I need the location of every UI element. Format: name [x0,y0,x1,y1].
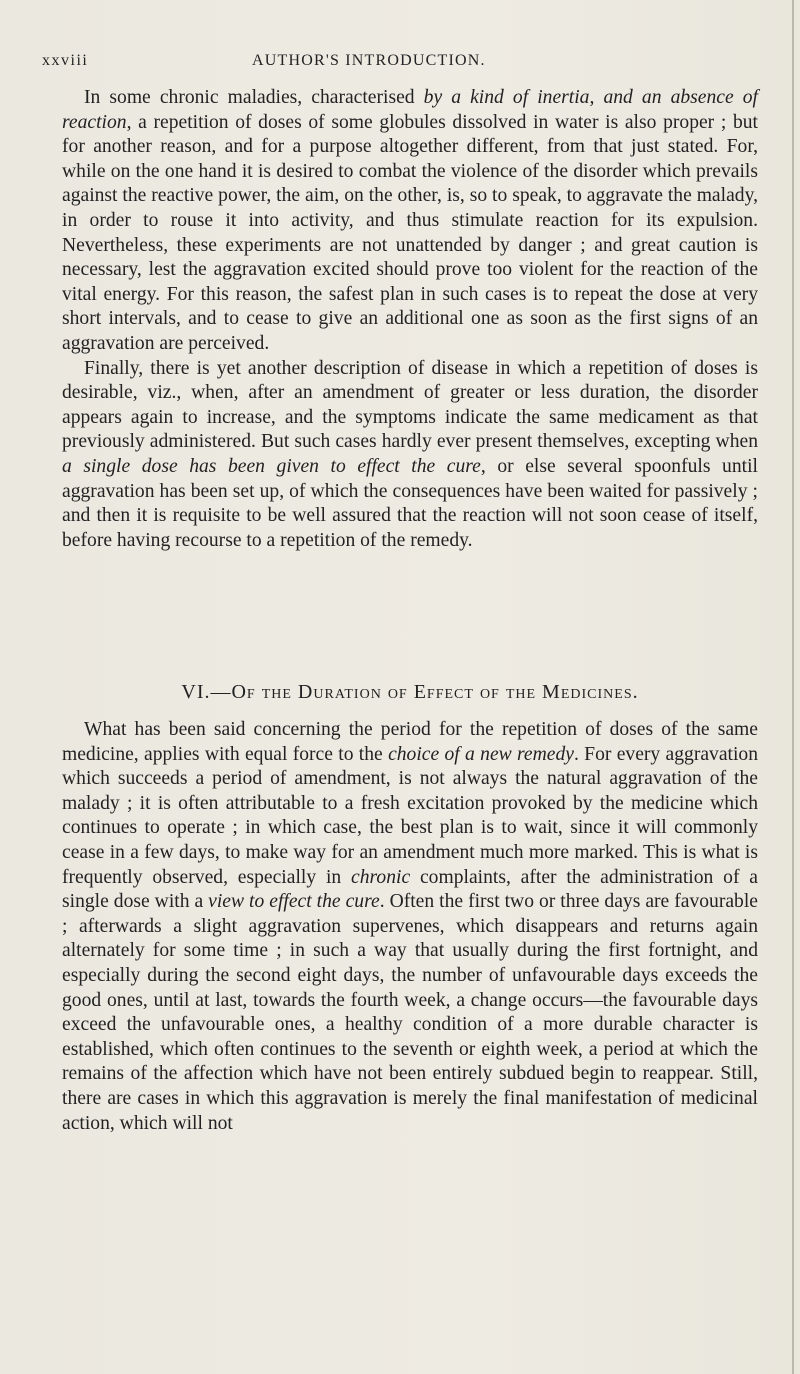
page-number: xxviii [42,52,89,69]
running-head [42,52,762,78]
italic-text: choice of a new remedy [388,743,574,765]
text-run: . For every aggravation which succeeds a period of amendment, is not always the natural aggravation of the malady ; it is often attributable to a fresh excitation provoked by the medicine which continues to operate ; in which case, the best plan is to wait, since it will commonly cease in a few days, to make way for an amendment much more marked. This is what is frequently observed, especially in [62,743,759,888]
text-run: Finally, there is yet another description of disease in which a repetition of doses is desirable, viz., when, after an amendment of greater or less duration, the disorder appears again to increase, and the symptoms indicate the same medicament as that previously administered. But such cases hardly ever present themselves, excepting when [62,357,758,453]
paragraph [62,718,758,1136]
italic-text: a single dose has been given to effect the cure [62,455,481,477]
paragraph [62,357,758,554]
text-run: , a repetition of doses of some globules dissolved in water is also proper ; but for another reason, and for a purpose altogether different, from that just stated. For, while on the one hand it is desired to combat the violence of the disorder which prevails against the reactive power, the aim, on the other, is, so to speak, to aggravate the malady, in order to rouse it into activity, and thus stimulate reaction for its expulsion. Nevertheless, these experiments are not unattended by danger ; and great caution is necessary, lest the aggravation excited should prove too violent for the reaction of the vital energy. For this reason, the safest plan in such cases is to repeat the dose at very short intervals, and to cease to give an additional one as soon as the first signs of an aggravation are perceived. [62,111,758,354]
italic-text: chronic [351,866,411,888]
running-title: AUTHOR'S INTRODUCTION. [252,52,486,69]
body-text-bottom [62,718,758,1136]
section-heading [62,681,758,704]
text-run: In some chronic maladies, characterised [84,87,424,108]
page-edge-line [792,0,794,1374]
text-run: complaints, after the administration of a single dose with a [62,866,758,913]
italic-text: view to effect the cure [208,891,380,913]
text-run: . Often the first two or three days are favourable ; afterwards a slight aggravation supervenes, which disappears and returns again alternately for some time ; in such a way that usually during the first fortnight, and especially during the second eight days, the number of unfavourable days exceeds the good ones, until at last, towards the fourth week, a change occurs—the favourable days exceed the unfavourable ones, a healthy condition of a more durable character is established, which often continues to the seventh or eighth week, a period at which the remains of the affection which have not been entirely subdued begin to reappear. Still, there are cases in which this aggravation is merely the final manifestation of medicinal action, which will not [62,891,758,1134]
section-number: VI.— [181,681,232,703]
italic-text: by a kind of inertia, and an absence of reaction [62,87,758,133]
text-run: What has been said concerning the period for the repetition of doses of the same medicine, applies with equal force to the [62,719,758,765]
section-title: Of the Duration of Effect of the Medicines. [231,681,639,703]
body-text-top [62,86,758,553]
paragraph [62,86,758,357]
text-run: , or else several spoonfuls until aggravation has been set up, of which the consequences have been waited for passively ; and then it is requisite to be well assured that the reaction will not soon cease of itself, before having recourse to a repetition of the remedy. [62,455,758,551]
